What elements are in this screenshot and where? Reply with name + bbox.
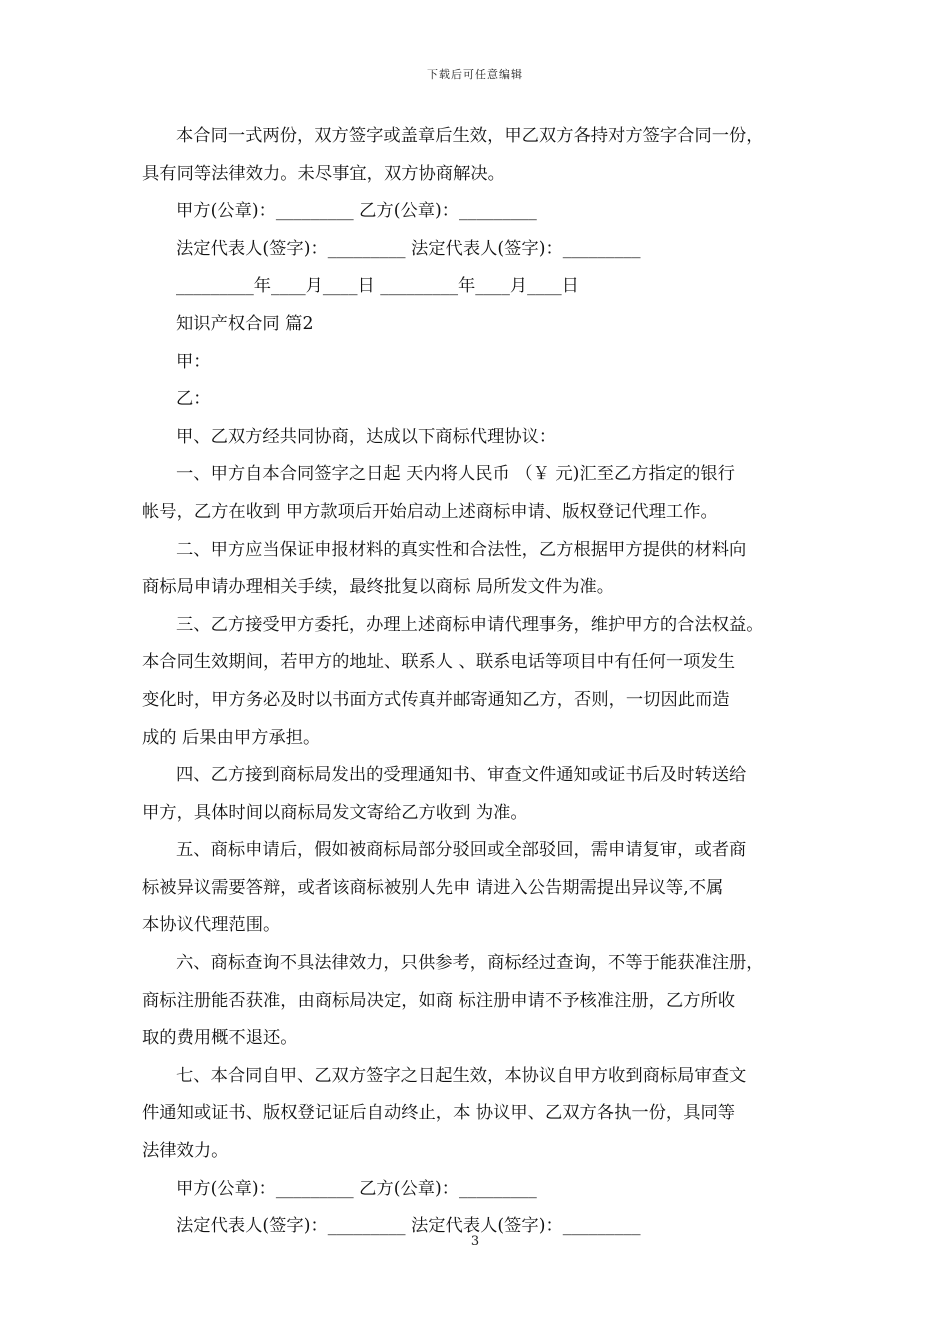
clause-3-line: 三、乙方接受甲方委托，办理上述商标申请代理事务，维护甲方的合法权益。 xyxy=(176,614,764,635)
clause-3-line: 成的 后果由甲方承担。 xyxy=(142,727,321,748)
clause-5-line: 本协议代理范围。 xyxy=(142,915,281,936)
clause-4-line: 甲方，具体时间以商标局发文寄给乙方收到 为准。 xyxy=(142,802,528,823)
clause-7-line: 七、本合同自甲、乙双方签字之日起生效，本协议自甲方收到商标局审查文 xyxy=(176,1065,747,1086)
document-body xyxy=(142,118,814,1246)
clause-6-line: 六、商标查询不具法律效力，只供参考，商标经过查询，不等于能获准注册， xyxy=(176,953,764,974)
section-title: 知识产权合同 篇2 xyxy=(176,313,314,334)
clause-2-line: 二、甲方应当保证申报材料的真实性和合法性，乙方根据甲方提供的材料向 xyxy=(176,539,747,560)
clause-6-line: 商标注册能否获准，由商标局决定，如商 标注册申请不予核准注册，乙方所收 xyxy=(142,990,736,1011)
clause-3-line: 变化时，甲方务必及时以书面方式传真并邮寄通知乙方，否则，一切因此而造 xyxy=(142,689,730,710)
intro-line: 甲、乙双方经共同协商，达成以下商标代理协议： xyxy=(176,426,557,447)
signature-line: 法定代表人(签字)：_________ 法定代表人(签字)：_________ xyxy=(176,1216,641,1237)
clause-6-line: 取的费用概不退还。 xyxy=(142,1028,298,1049)
clause-5-line: 五、商标申请后，假如被商标局部分驳回或全部驳回，需申请复审，或者商 xyxy=(176,840,747,861)
seal-line: 甲方(公章)：_________ 乙方(公章)：_________ xyxy=(176,1178,537,1199)
clause-2-line: 商标局申请办理相关手续，最终批复以商标 局所发文件为准。 xyxy=(142,577,615,598)
paragraph-line: 具有同等法律效力。未尽事宜，双方协商解决。 xyxy=(142,163,505,184)
clause-4-line: 四、乙方接到商标局发出的受理通知书、审查文件通知或证书后及时转送给 xyxy=(176,765,747,786)
seal-line: 甲方(公章)：_________ 乙方(公章)：_________ xyxy=(176,201,537,222)
signature-line: 法定代表人(签字)：_________ 法定代表人(签字)：_________ xyxy=(176,238,641,259)
paragraph-line: 本合同一式两份，双方签字或盖章后生效，甲乙双方各持对方签字合同一份， xyxy=(176,126,764,146)
clause-7-line: 法律效力。 xyxy=(142,1141,229,1162)
page-number: 3 xyxy=(470,1234,480,1249)
page-header: 下载后可任意编辑 xyxy=(427,68,523,81)
clause-1-line: 帐号，乙方在收到 甲方款项后开始启动上述商标申请、版权登记代理工作。 xyxy=(142,501,718,522)
party-b-line: 乙： xyxy=(176,389,211,410)
clause-3-line: 本合同生效期间，若甲方的地址、联系人 、联系电话等项目中有任何一项发生 xyxy=(142,652,736,673)
clause-7-line: 件通知或证书、版权登记证后自动终止，本 协议甲、乙双方各执一份，具同等 xyxy=(142,1103,736,1124)
clause-1-line: 一、甲方自本合同签字之日起 天内将人民币 （￥ 元)汇至乙方指定的银行 xyxy=(176,464,735,485)
party-a-line: 甲： xyxy=(176,351,211,372)
date-line: _________年____月____日 _________年____月____日 xyxy=(176,276,579,297)
clause-5-line: 标被异议需要答辩，或者该商标被别人先申 请进入公告期需提出异议等,不属 xyxy=(142,877,724,898)
